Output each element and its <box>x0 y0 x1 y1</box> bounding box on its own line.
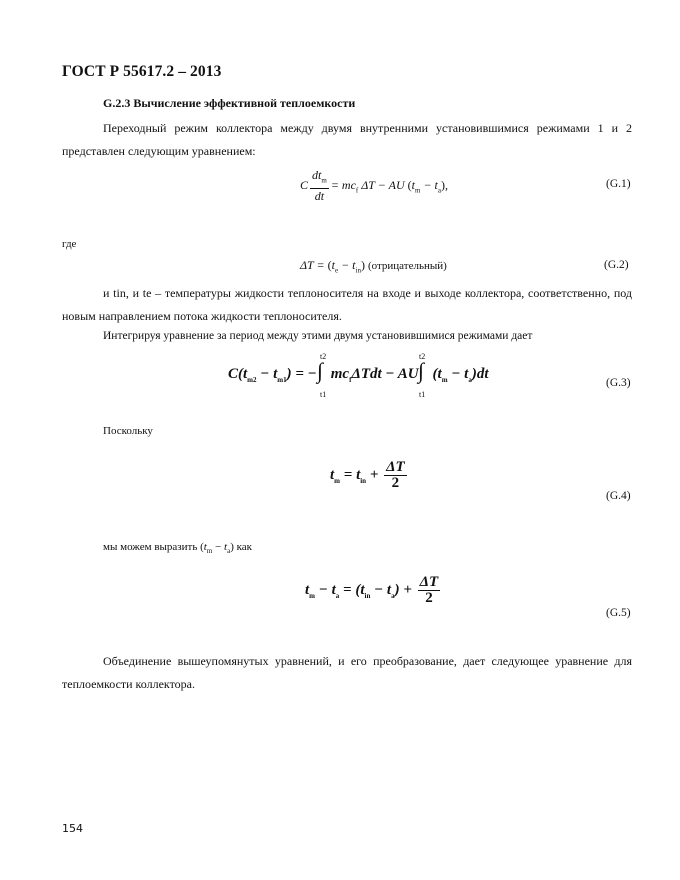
integral-sign-1: ∫ <box>317 358 324 383</box>
paragraph-express: мы можем выразить $(t_m - t_a)$ как <box>103 541 253 556</box>
equation-g1: C $\frac{dt_m}{dt}$ = $mc_f$ ΔT − AU $(t_m - t_a)$, <box>300 168 448 204</box>
equation-number-g2: (G.2) <box>604 259 629 271</box>
equation-g3: $C(t_{m2} - t_{m1})$ = − $mc_f\Delta Tdt$ − AU $(t_m - t_a)dt$ <box>228 366 489 384</box>
equation-g2: $\Delta T = (t_e - t_{in})$ (отрицательный) <box>300 258 447 275</box>
integral-upper-limit-2: t2 <box>419 352 426 361</box>
equation-number-g3: (G.3) <box>606 377 631 389</box>
paragraph-temperatures: и tin, и te – температуры жидкости теплоносителя на входе и выходе коллектора, соответственно, под новым направлением потока жидкости теплоносителя. <box>62 286 632 323</box>
equation-number-g1: (G.1) <box>606 178 631 190</box>
integral-upper-limit-1: t2 <box>320 352 327 361</box>
word-where: где <box>62 238 77 250</box>
express-suffix: ) как <box>230 541 253 553</box>
paragraph-transient: Переходный режим коллектора между двумя внутренними установившимися режимами 1 и 2 представлен следующим уравнением: <box>62 121 632 158</box>
express-prefix: мы можем выразить ( <box>103 541 204 553</box>
equation-g2-label: (отрицательный) <box>367 260 447 272</box>
integral-sign-2: ∫ <box>418 358 425 383</box>
equation-number-g5: (G.5) <box>606 607 631 619</box>
equation-g5: $t_m - t_a = (t_{in} - t_a)$ + $\frac{\Delta T}{2}$ <box>305 574 439 606</box>
equation-g4: $t_m = t_{in}$ + $\frac{\Delta T}{2}$ <box>330 459 405 491</box>
document-header: ГОСТ Р 55617.2 – 2013 <box>62 63 222 80</box>
paragraph-integrating: Интегрируя уравнение за период между этими двумя установившимися режимами дает <box>103 330 533 342</box>
equation-number-g4: (G.4) <box>606 490 631 502</box>
paragraph-combining: Объединение вышеупомянутых уравнений, и его преобразование, дает следующее уравнение для теплоемкости коллектора. <box>62 654 632 691</box>
integral-lower-limit-2: t1 <box>419 390 426 399</box>
word-since: Поскольку <box>103 425 153 437</box>
integral-lower-limit-1: t1 <box>320 390 327 399</box>
page-number: 154 <box>62 822 83 835</box>
section-title: G.2.3 Вычисление эффективной теплоемкости <box>103 96 356 110</box>
